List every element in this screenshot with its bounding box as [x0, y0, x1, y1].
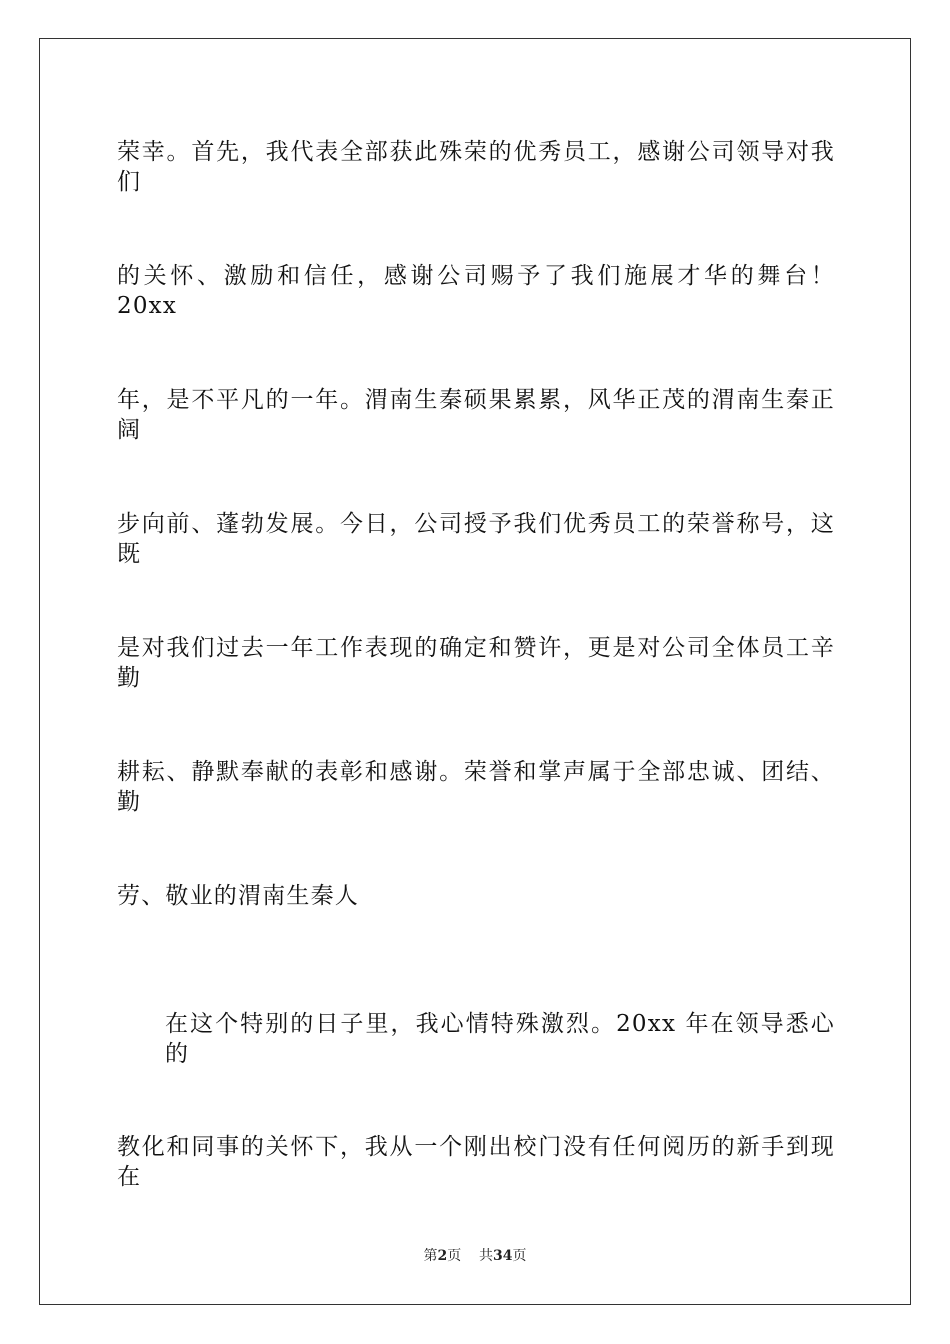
text-line-4: 步向前、蓬勃发展。今日，公司授予我们优秀员工的荣誉称号，这既: [117, 511, 835, 567]
text-line-9: 教化和同事的关怀下，我从一个刚出校门没有任何阅历的新手到现在: [117, 1134, 835, 1190]
footer-total-prefix: 共: [479, 1248, 494, 1264]
footer-page-suffix: 页: [447, 1248, 462, 1264]
text-line-8: 在这个特别的日子里，我心情特殊激烈。20xx 年在领导悉心的: [165, 1011, 835, 1067]
footer-total-suffix: 页: [512, 1248, 527, 1264]
text-line-2: 的关怀、激励和信任，感谢公司赐予了我们施展才华的舞台！ 20xx: [117, 263, 835, 319]
footer-page-number: 2: [437, 1248, 448, 1264]
footer-page-prefix: 第: [423, 1248, 438, 1264]
page-footer: [0, 1246, 950, 1266]
text-line-1: 荣幸。首先，我代表全部获此殊荣的优秀员工，感谢公司领导对我们: [117, 139, 835, 195]
footer-total-pages: 34: [493, 1248, 513, 1264]
text-line-7: 劳、敬业的渭南生秦人: [117, 883, 359, 909]
text-line-3: 年，是不平凡的一年。渭南生秦硕果累累，风华正茂的渭南生秦正阔: [117, 387, 835, 443]
text-line-5: 是对我们过去一年工作表现的确定和赞许，更是对公司全体员工辛勤: [117, 635, 835, 691]
text-line-6: 耕耘、静默奉献的表彰和感谢。荣誉和掌声属于全部忠诚、团结、勤: [117, 759, 835, 815]
